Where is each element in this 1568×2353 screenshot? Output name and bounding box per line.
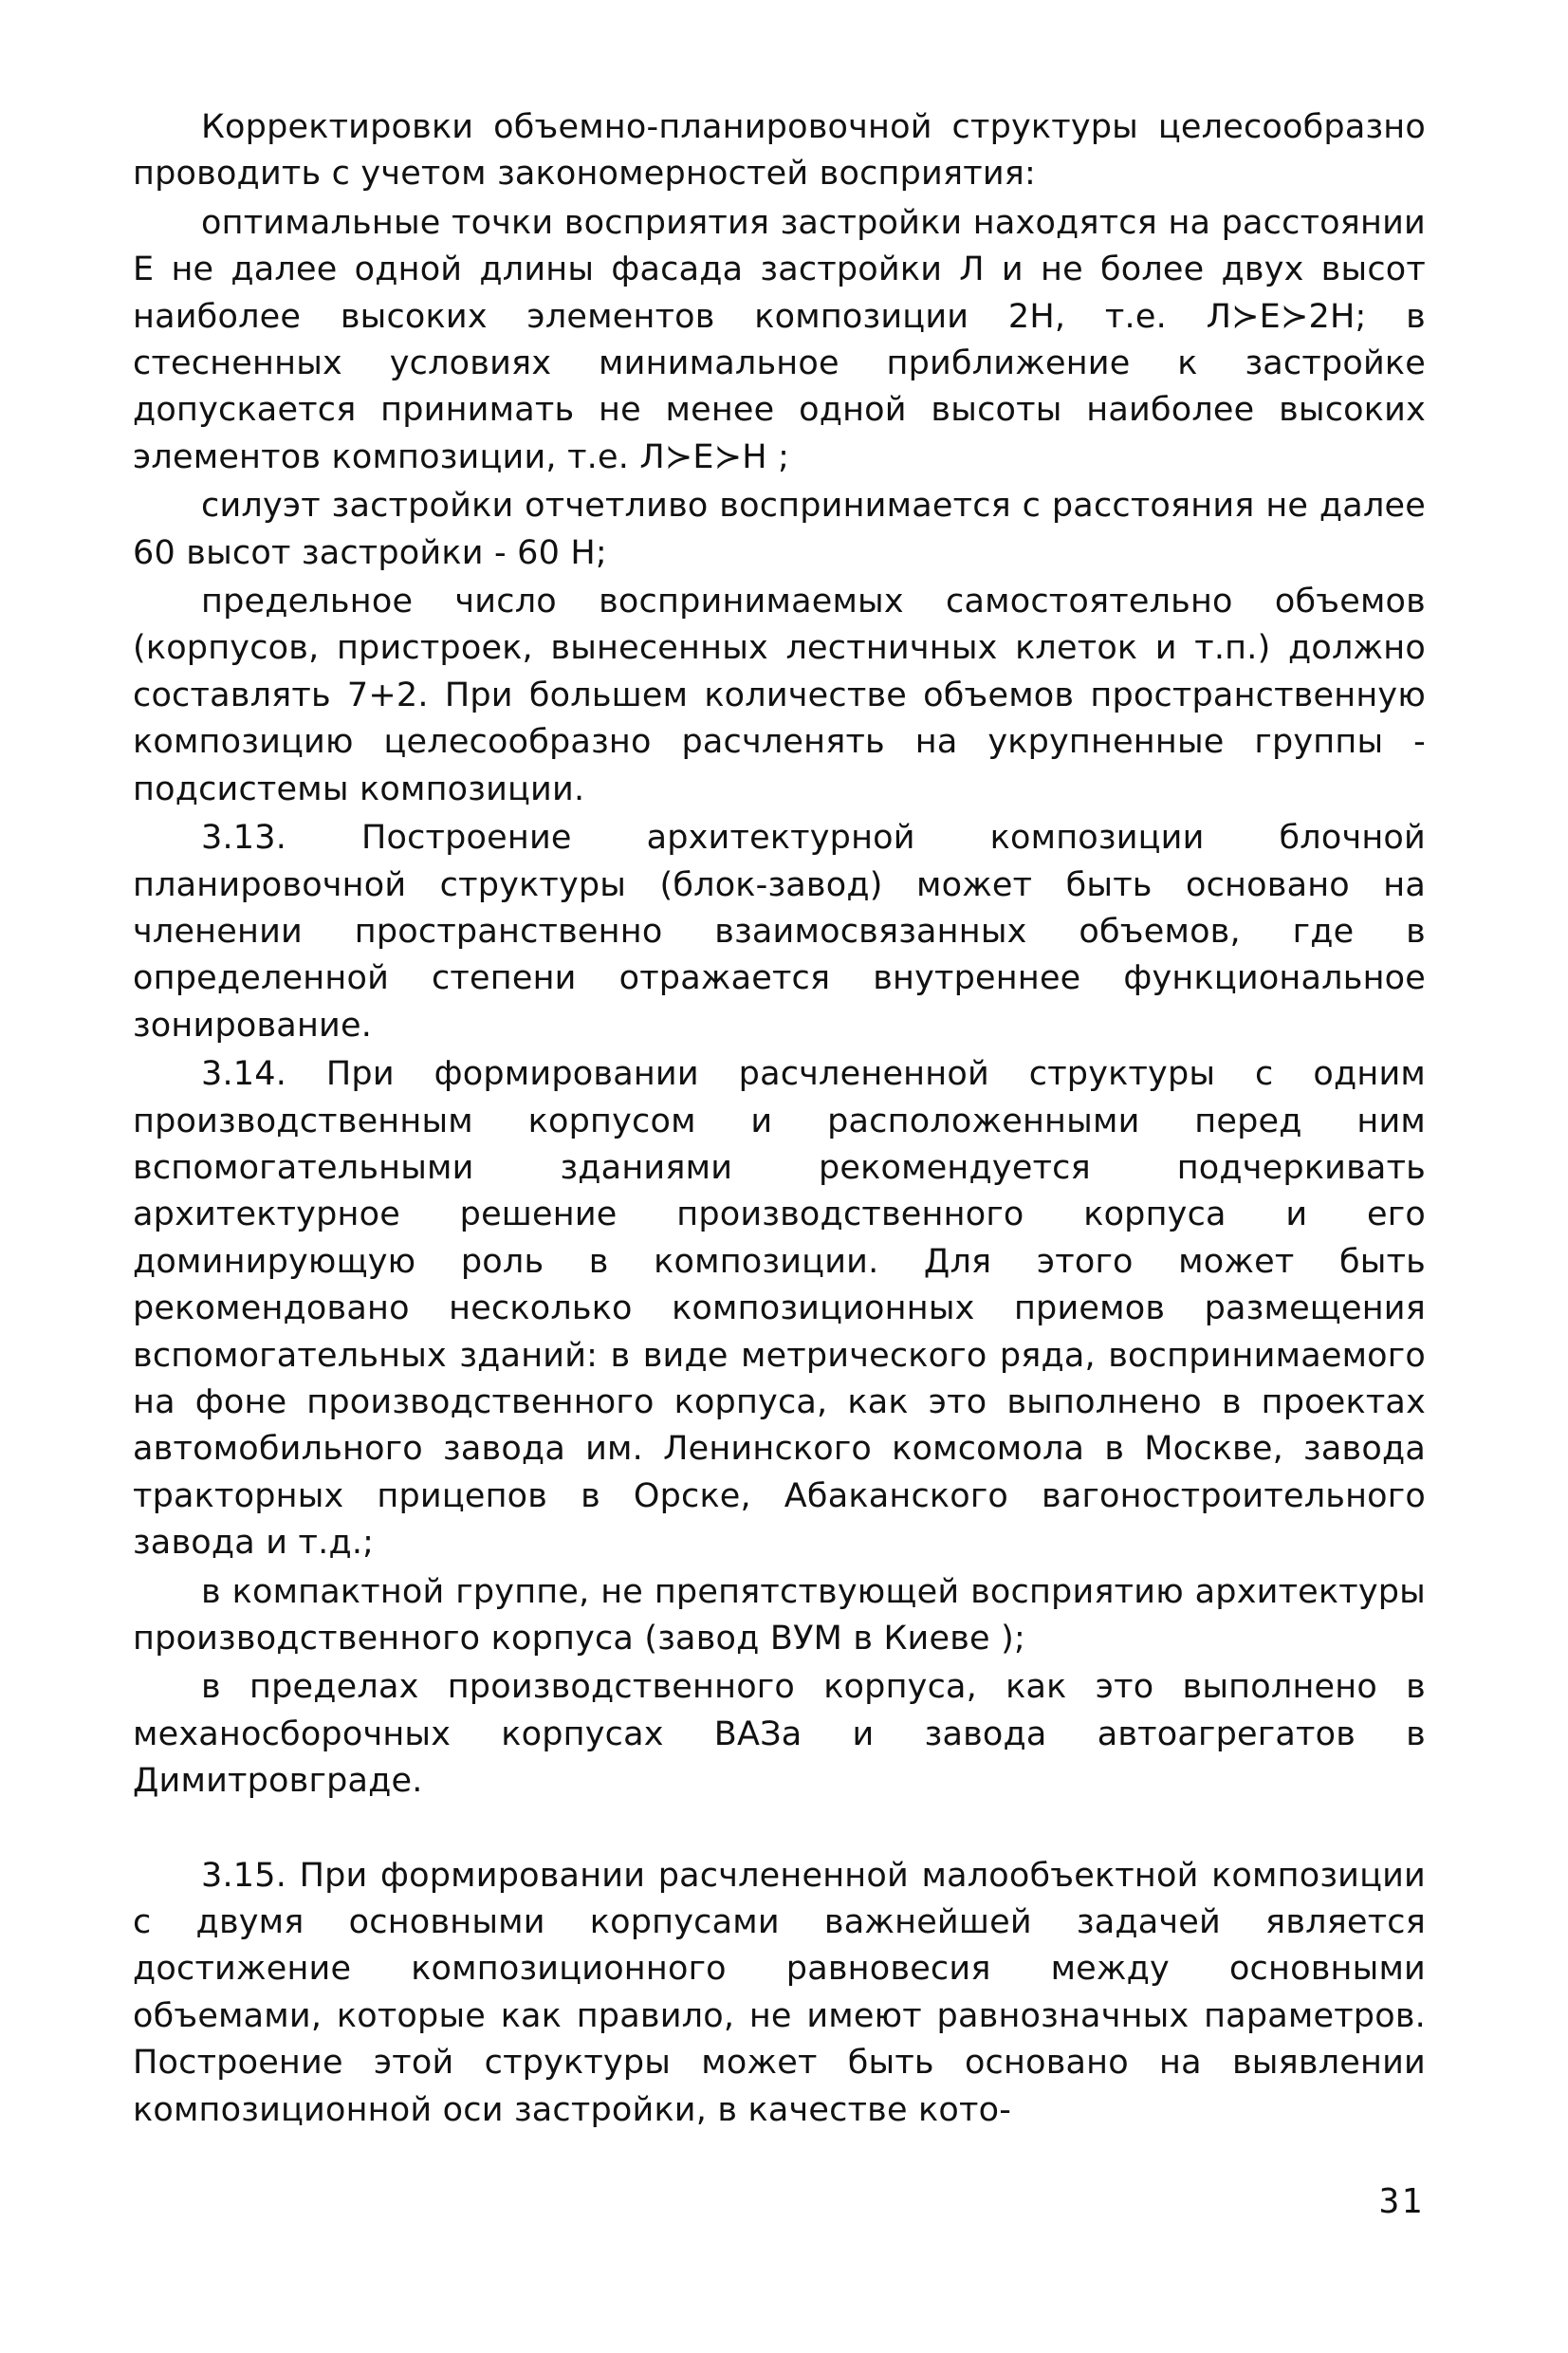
page-body bbox=[133, 104, 1426, 2136]
paragraph-viewpoints: оптимальные точки восприятия застройки находятся на расстоянии Е не далее одной длины фасада застройки Л и не более двух высот наиболее высоких элементов композиции 2Н, т.е. Л≻Е≻2Н; в стесненных условиях минимальное приближение к застройке допускается принимать не менее одной высоты наиболее высоких элементов композиции, т.е. Л≻Е≻Н ; bbox=[133, 203, 1426, 476]
paragraph-volume-count: предельное число воспринимаемых самостоятельно объемов (корпусов, пристроек, вынесенных лестничных клеток и т.п.) должно составлять 7+2. При большем количестве объемов пространственную композицию целесообразно расчленять на укрупненные группы - подсистемы композиции. bbox=[133, 583, 1426, 808]
paragraph-within-building: в пределах производственного корпуса, как это выполнено в механосборочных корпусах ВАЗа и завода автоагрегатов в Димитровграде. bbox=[133, 1668, 1426, 1801]
paragraph-3-15: 3.15. При формировании расчлененной малообъектной композиции с двумя основными корпусами важнейшей задачей является достижение композиционного равновесия между основными объемами, которые как правило, не имеют равнозначных параметров. Построение этой структуры может быть основано на выявлении композиционной оси застройки, в качестве кото- bbox=[133, 1856, 1426, 2129]
paragraph-3-13: 3.13. Построение архитектурной композиции блочной планировочной структуры (блок-завод) может быть основано на членении пространственно взаимосвязанных объемов, где в определенной степени отражается внутреннее функциональное зонирование. bbox=[133, 819, 1426, 1045]
paragraph-3-14: 3.14. При формировании расчлененной структуры с одним производственным корпусом и расположенными перед ним вспомогательными зданиями рекомендуется подчеркивать архитектурное решение производственного корпуса и его доминирующую роль в композиции. Для этого может быть рекомендовано несколько композиционных приемов размещения вспомогательных зданий: в виде метрического ряда, воспринимаемого на фоне производственного корпуса, как это выполнено в проектах автомобильного завода им. Ленинского комсомола в Москве, завода тракторных прицепов в Орске, Абаканского вагоностроительного завода и т.д.; bbox=[133, 1055, 1426, 1563]
paragraph-silhouette: силуэт застройки отчетливо воспринимается с расстояния не далее 60 высот застройки - 60 Н; bbox=[133, 487, 1426, 572]
page-number: 31 bbox=[1378, 2182, 1424, 2221]
paragraph-intro: Корректировки объемно-планировочной структуры целесообразно проводить с учетом закономерностей восприятия: bbox=[133, 108, 1426, 194]
paragraph-compact-group: в компактной группе, не препятствующей восприятию архитектуры производственного корпуса (завод ВУМ в Киеве ); bbox=[133, 1572, 1426, 1658]
